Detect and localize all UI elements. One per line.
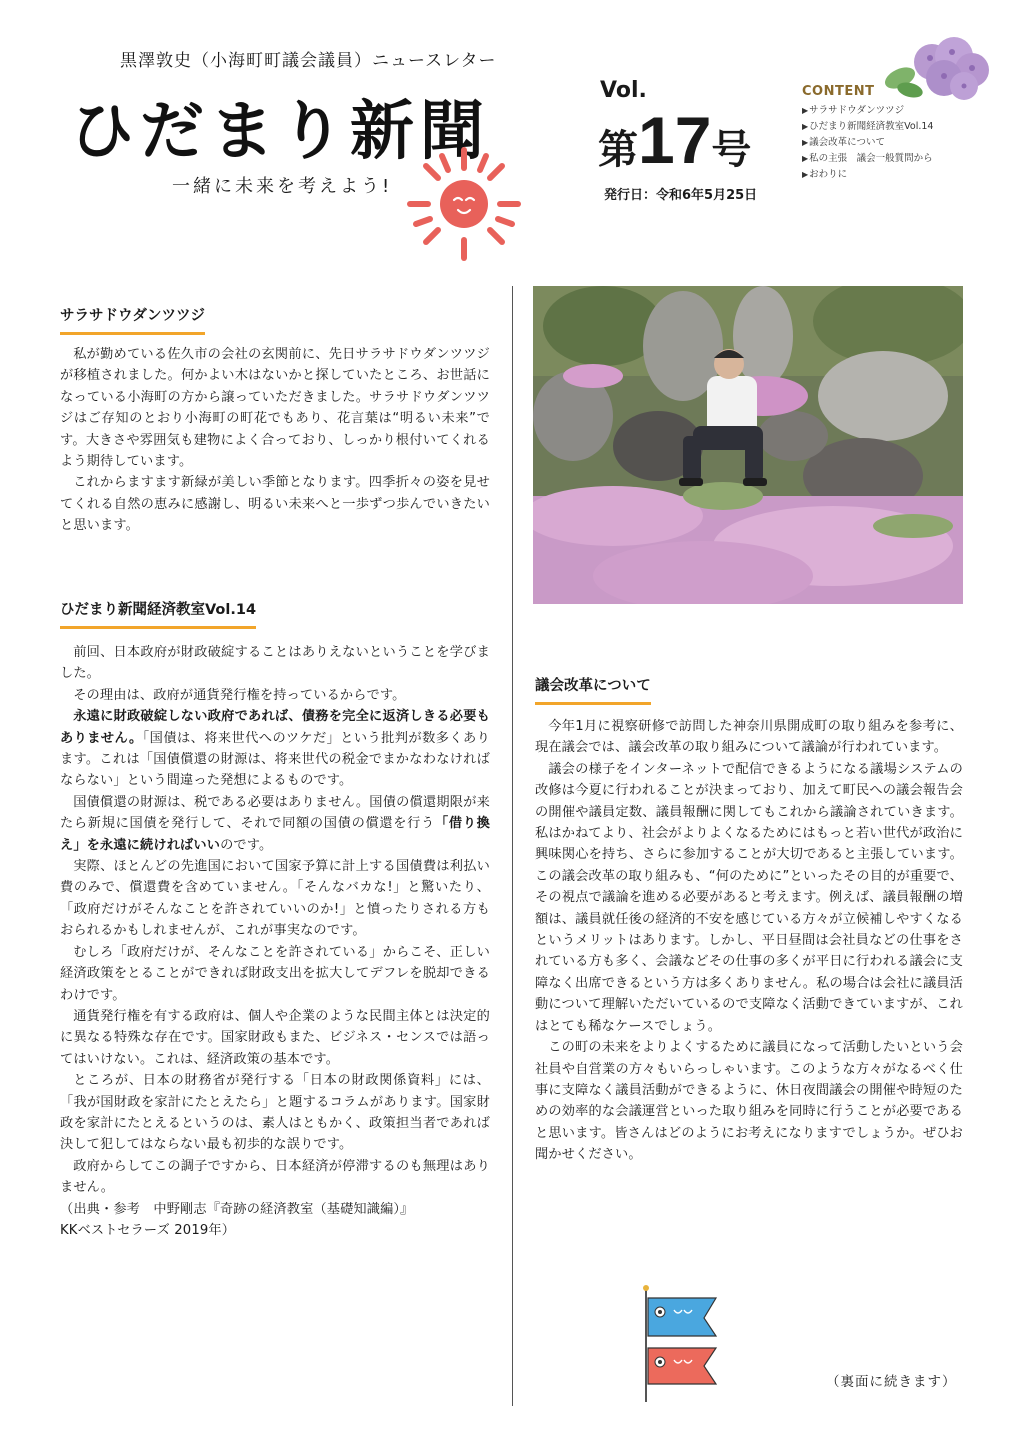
paragraph: 通貨発行権を有する政府は、個人や企業のような民間主体とは決定的に異なる特殊な存在です。国家財政もまた、ビジネス・センスでは語ってはいけない。これは、経済政策の基本です。 xyxy=(60,1008,490,1067)
source-citation: （出典・参考 中野剛志『奇跡の経済教室（基礎知識編）』 xyxy=(60,1201,414,1217)
contents-heading: CONTENT xyxy=(802,84,875,99)
paragraph: 前回、日本政府が財政破綻することはありえないということを学びました。 xyxy=(60,645,490,682)
section-body-council-reform xyxy=(535,716,963,1166)
section-heading-economics: ひだまり新聞経済教室Vol.14 xyxy=(60,598,256,629)
sun-icon xyxy=(404,144,524,264)
paragraph: 今年1月に視察研修で訪問した神奈川県開成町の取り組みを参考に、現在議会では、議会改革の取り組みについて議論が行われています。 xyxy=(535,719,963,756)
issue-date: 発行日：令和6年5月25日 xyxy=(604,188,758,203)
section-heading-sarasa-dodan: サラサドウダンツツジ xyxy=(60,304,205,335)
continued-note: （裏面に続きます） xyxy=(826,1374,957,1390)
issue-suffix: 号 xyxy=(711,127,752,173)
paragraph: この町の未来をよりよくするために議員になって活動したいという会社員や自営業の方々もいらっしゃいます。このような方々がなるべく仕事に支障なく議員活動ができるように、休日夜間議会の開催や時短のための効率的な会議運営といった取り組みを同時に行うことが必要であると思います。皆さんはどのようにお考えになりますでしょうか。ぜひお聞かせください。 xyxy=(535,1040,964,1163)
column-divider xyxy=(512,286,513,1406)
newsletter-title: ひだまり新聞 xyxy=(70,95,490,169)
contents-box xyxy=(802,84,933,183)
contents-item: ▶ おわりに xyxy=(802,167,933,183)
tagline: 一緒に未来を考えよう! xyxy=(172,176,393,197)
issue-number xyxy=(598,100,751,190)
text: 「国債は、将来世代へのツケだ」という批判が数多くあります。これは「国債償還の財源は、将来世代の税金でまかなわなければならない」という間違った発想によるものです。 xyxy=(60,730,490,789)
paragraph xyxy=(60,792,490,856)
contents-item: ▶ 私の主張 議会一般質問から xyxy=(802,151,933,167)
contents-item: ▶ 議会改革について xyxy=(802,135,933,151)
paragraph: 政府からしてこの調子ですから、日本経済が停滞するのも無理はありません。 xyxy=(60,1158,490,1196)
contents-list xyxy=(802,103,933,183)
section-heading-council-reform: 議会改革について xyxy=(535,674,651,705)
paragraph: これからますます新緑が美しい季節となります。四季折々の姿を見せてくれる自然の恵みに感謝し、明るい未来へと一歩ずつ歩んでいきたいと思います。 xyxy=(60,475,491,534)
garden-photo xyxy=(533,286,963,604)
text: のです。 xyxy=(220,837,273,853)
text: 国債償還の財源は、税である必要はありません。国債の償還期限が来たら新規に国債を発行して、それで同額の国債の償還を行う xyxy=(60,794,490,832)
section-body-economics xyxy=(60,642,490,1241)
paragraph: むしろ「政府だけが、そんなことを許されている」からこそ、正しい経済政策をとることができれば財政支出を拡大してデフレを脱却できるわけです。 xyxy=(60,944,490,1003)
paragraph: 実際、ほとんどの先進国において国家予算に計上する国債費は利払い費のみで、償還費を含めていません。「そんなバカな!」と驚いたり、「政府だけがそんなことを許されていいのか!」と憤ったりされる方もおられるかもしれませんが、これが事実なのです。 xyxy=(60,859,490,939)
issue-number-value: 17 xyxy=(638,103,712,177)
contents-item: ▶ サラサドウダンツツジ xyxy=(802,103,933,119)
volume-label: Vol. xyxy=(600,78,647,103)
paragraph xyxy=(60,706,490,792)
issue-prefix: 第 xyxy=(598,127,638,173)
paragraph: 議会の様子をインターネットで配信できるようになる議場システムの改修は今夏に行われることが決まっており、加えて町民への議会報告会の開催や議員定数、議員報酬に関してもこれから議論されていきます。私はかねてより、社会がよりよくなるためにはもっと若い世代が政治に興味関心を持ち、さらに参加することが大切であると主張しています。この議会改革の取り組みも、“何のために”といったその目的が重要で、その視点で議論を進める必要があると考えます。例えば、議員報酬の増額は、議員就任後の経済的不安を感じている方々が立候補しやすくなるというメリットはあります。しかし、平日昼間は会社員などの仕事をされている方も多く、会議などその仕事の多くが平日に行われる議会に支障なく出席できるという方は多くありません。私の場合は会社に議員活動について理解いただいているので支障なく活動できていますが、これはとても稀なケースでしょう。 xyxy=(535,761,963,1034)
contents-item: ▶ ひだまり新聞経済教室Vol.14 xyxy=(802,119,933,135)
section-body-sarasa-dodan xyxy=(60,344,490,537)
paragraph: その理由は、政府が通貨発行権を持っているからです。 xyxy=(73,687,406,703)
newsletter-subtitle: 黒澤敦史（小海町町議会議員）ニュースレター xyxy=(120,51,497,71)
bold-text: 「借り換え」を永遠に続ければいい xyxy=(60,816,490,853)
paragraph: ところが、日本の財務省が発行する「日本の財政関係資料」には、「我が国財政を家計にたとえたら」と題するコラムがあります。国家財政を家計にたとえるというのは、素人はともかく、政策担当者であれば決して犯してはならない最も初歩的な誤りです。 xyxy=(60,1073,490,1153)
paragraph: 私が勤めている佐久市の会社の玄関前に、先日サラサドウダンツツジが移植されました。何かよい木はないかと探していたところ、お世話になっている小海町の方から譲っていただきました。サラサドウダンツツジはご存知のとおり小海町の町花でもあり、花言葉は“明るい未来”です。大きさや雰囲気も建物によく合っており、しっかり根付いてくれるよう期待しています。 xyxy=(60,347,490,470)
bold-text: 永遠に財政破綻しない政府であれば、債務を完全に返済しきる必要もありません。 xyxy=(60,709,490,746)
source-citation: KKベストセラーズ 2019年） xyxy=(60,1222,236,1238)
koinobori-icon xyxy=(638,1284,728,1404)
